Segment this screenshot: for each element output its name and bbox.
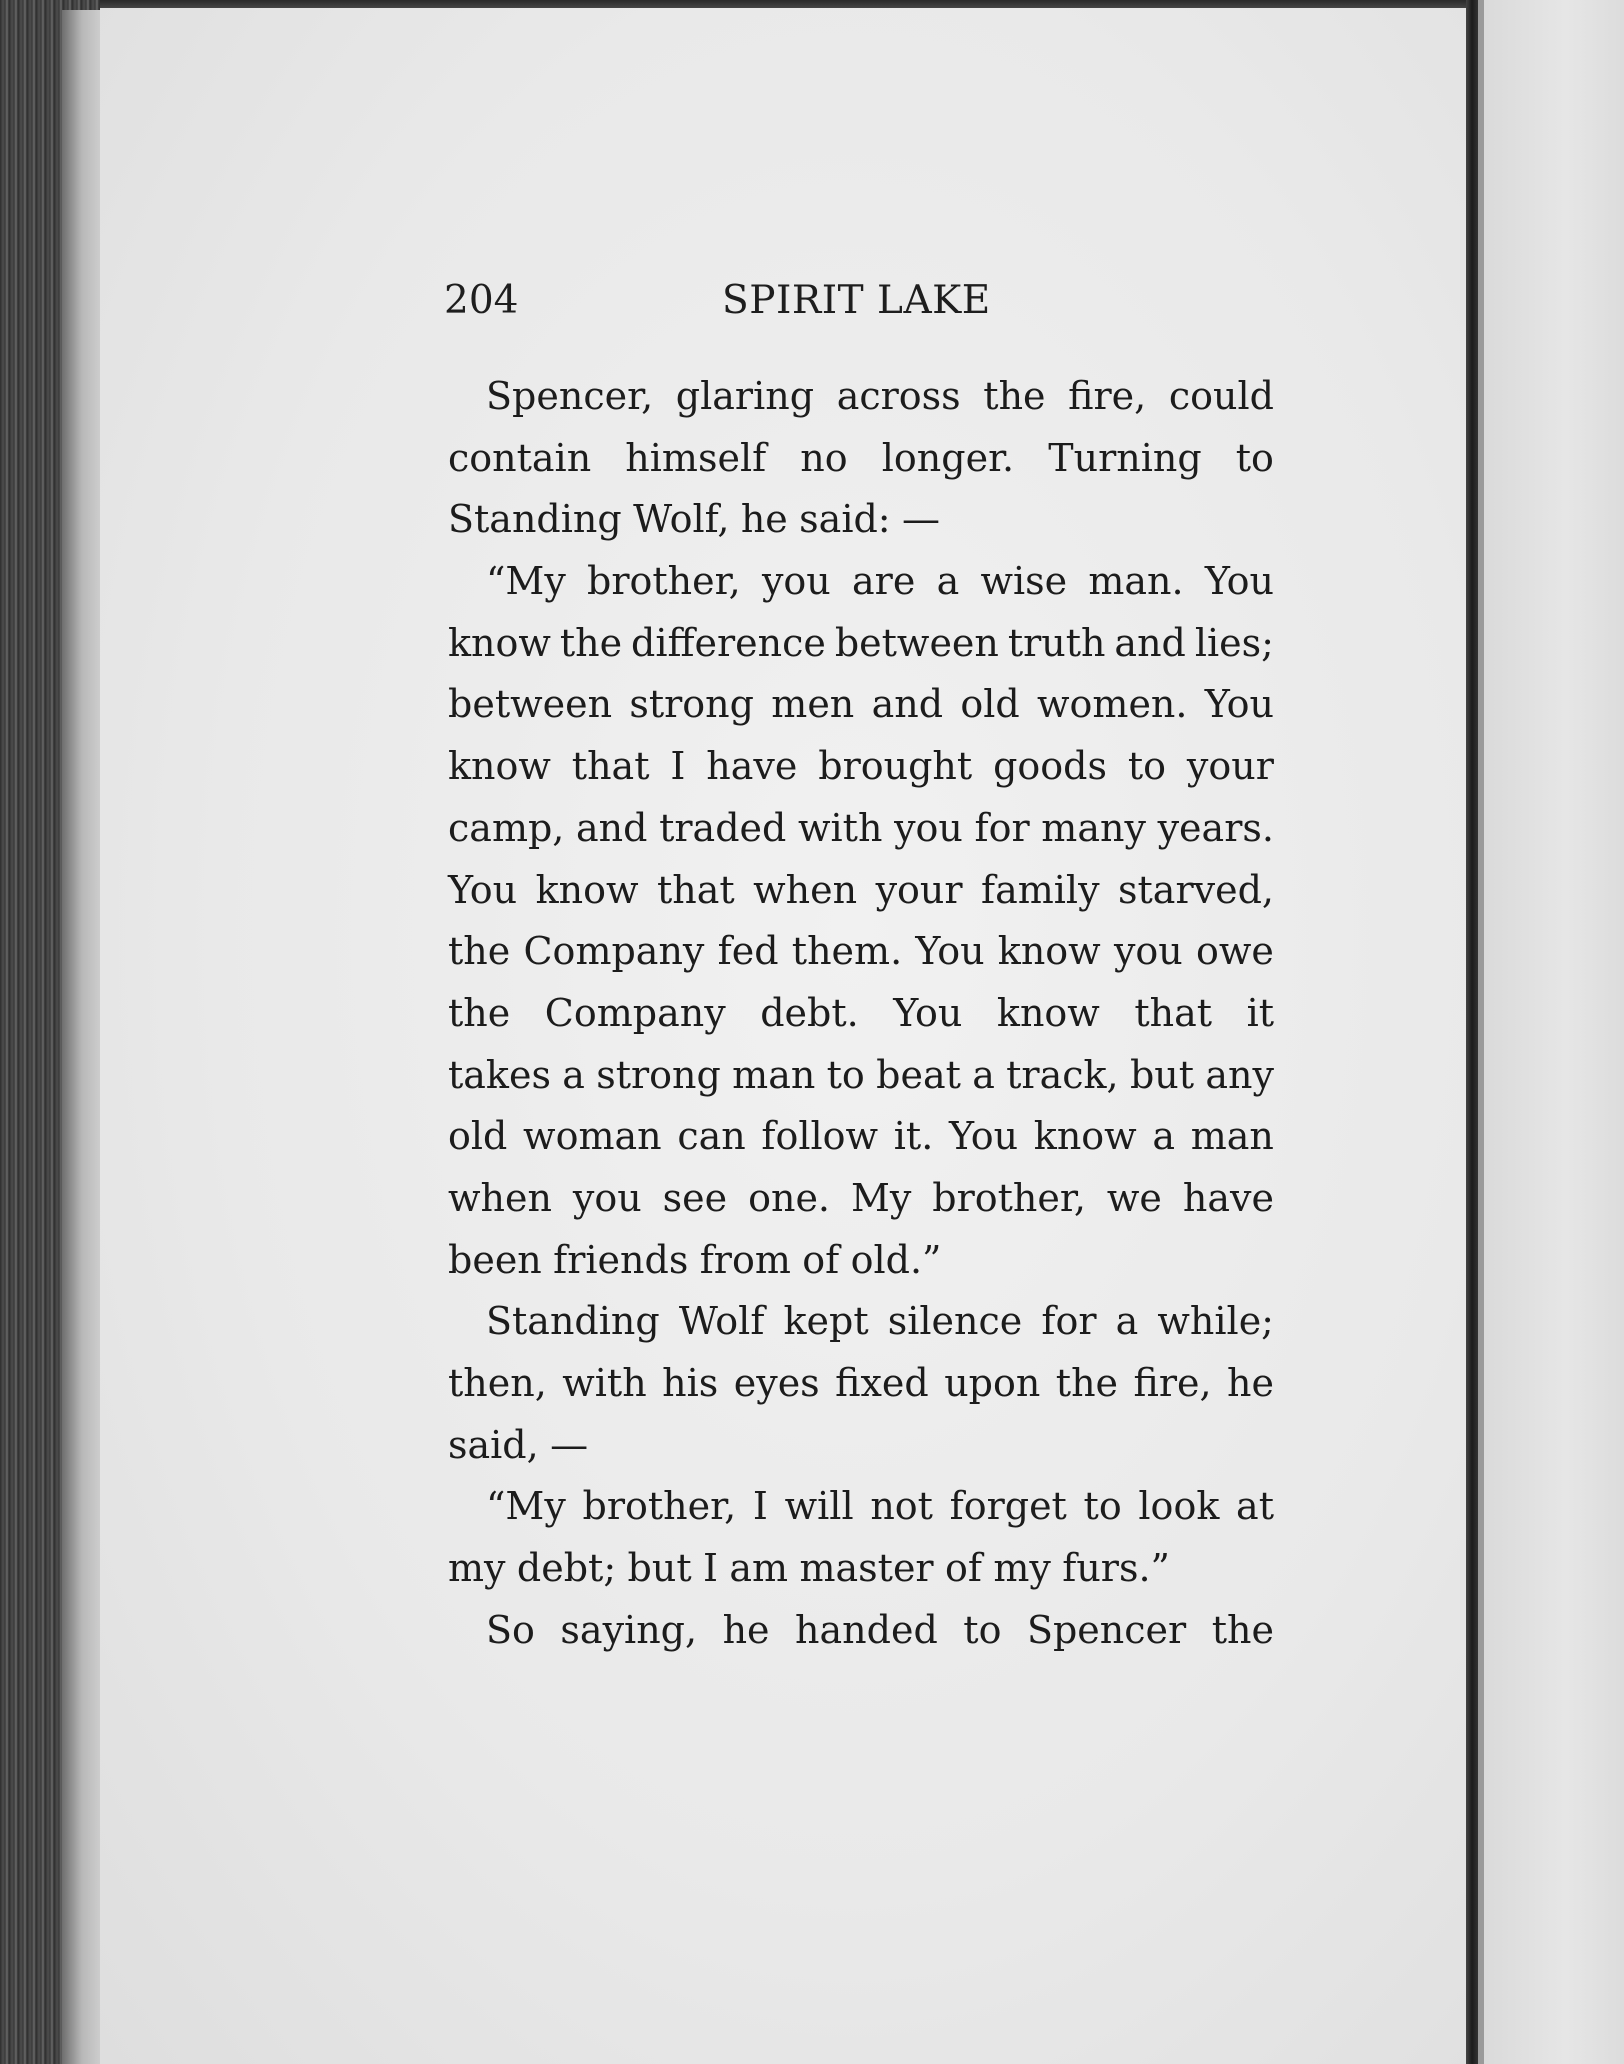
word: look	[1138, 1484, 1220, 1529]
word: when	[448, 1175, 552, 1220]
word: to	[963, 1607, 1002, 1652]
word: —	[902, 497, 940, 542]
word: brother,	[932, 1175, 1086, 1220]
word: Standing	[486, 1299, 660, 1344]
word: years.	[1157, 805, 1274, 850]
text-line	[448, 613, 1274, 675]
text-line	[448, 1230, 1274, 1292]
word: for	[1041, 1299, 1097, 1344]
text-line	[448, 798, 1274, 860]
word: fire,	[1133, 1361, 1212, 1405]
text-line	[448, 1291, 1274, 1353]
word: and	[576, 805, 648, 850]
word: “My	[486, 1484, 566, 1529]
word: have	[1182, 1175, 1274, 1220]
word: he	[1227, 1361, 1274, 1405]
word: he	[722, 1607, 770, 1652]
word: said:	[799, 497, 891, 542]
word: I	[752, 1484, 768, 1529]
word: know	[448, 620, 551, 665]
word: many	[1041, 805, 1146, 850]
word: kept	[783, 1299, 869, 1344]
word: forget	[949, 1484, 1067, 1529]
word: fed	[717, 929, 779, 974]
word: when	[753, 867, 858, 912]
word: he	[740, 497, 788, 542]
running-title: SPIRIT LAKE	[722, 278, 991, 323]
word: a	[562, 1052, 585, 1097]
page-edges-light	[62, 10, 102, 2064]
word: silence	[887, 1299, 1023, 1344]
text-line	[448, 983, 1274, 1045]
word: owe	[1196, 929, 1274, 974]
word: himself	[625, 435, 767, 480]
word: your	[1186, 744, 1274, 789]
word: your	[875, 867, 963, 912]
word: the	[559, 620, 623, 665]
word: old	[448, 1114, 508, 1159]
word: you	[761, 559, 831, 604]
word: Standing	[448, 497, 622, 542]
word: You	[1204, 682, 1274, 727]
word: said,	[448, 1422, 539, 1467]
word: a	[936, 559, 960, 604]
word: while;	[1157, 1299, 1274, 1344]
word: truth	[1007, 620, 1106, 665]
word: furs.”	[1062, 1546, 1170, 1591]
word: debt.	[760, 990, 859, 1035]
word: contain	[448, 435, 592, 480]
text-line	[448, 1415, 1274, 1477]
word: you	[894, 805, 963, 850]
running-head	[444, 278, 1264, 332]
word: we	[1106, 1175, 1162, 1220]
word: family	[981, 867, 1100, 912]
word: takes	[448, 1052, 551, 1097]
text-line	[448, 1168, 1274, 1230]
word: I	[702, 1546, 718, 1591]
text-line	[448, 736, 1274, 798]
word: beat	[876, 1052, 961, 1097]
word: no	[800, 435, 848, 480]
word: man.	[1088, 559, 1184, 604]
word: that	[656, 867, 735, 912]
word: upon	[944, 1361, 1041, 1405]
word: Spencer,	[486, 374, 654, 418]
word: you	[1113, 929, 1183, 974]
word: one.	[748, 1175, 831, 1220]
text-line	[448, 1353, 1274, 1415]
word: You	[1204, 559, 1274, 604]
adjacent-page-edge	[1478, 0, 1484, 2064]
word: with	[562, 1361, 647, 1405]
word: woman	[523, 1114, 662, 1159]
word: been	[448, 1237, 542, 1282]
word: women.	[1037, 682, 1188, 727]
word: strong	[596, 1052, 721, 1097]
word: to	[1235, 435, 1274, 480]
word: the	[1211, 1607, 1274, 1652]
word: them.	[791, 929, 903, 974]
word: and	[1114, 620, 1186, 665]
word: the	[448, 990, 511, 1035]
word: know	[535, 867, 639, 912]
word: a	[1115, 1299, 1139, 1344]
word: men	[771, 682, 855, 727]
word: then,	[448, 1361, 547, 1405]
text-line	[448, 921, 1274, 983]
text-line	[448, 674, 1274, 736]
word: it	[1246, 990, 1274, 1035]
word: the	[1055, 1361, 1119, 1405]
word: camp,	[448, 805, 565, 850]
word: wise	[980, 559, 1068, 604]
word: track,	[1006, 1052, 1119, 1097]
word: the	[983, 374, 1046, 418]
word: will	[784, 1484, 854, 1529]
word: brought	[818, 744, 973, 789]
text-line	[448, 366, 1274, 428]
word: You	[948, 1114, 1019, 1159]
word: of	[802, 1237, 840, 1282]
word: to	[826, 1052, 865, 1097]
word: old.”	[850, 1237, 942, 1282]
word: brother,	[582, 1484, 737, 1529]
text-line	[448, 551, 1274, 613]
text-line	[448, 860, 1274, 922]
word: Turning	[1048, 435, 1202, 480]
word: handed	[795, 1607, 938, 1652]
word: am	[729, 1546, 789, 1591]
word: with	[798, 805, 883, 850]
word: the	[448, 929, 511, 974]
word: between	[448, 682, 613, 727]
word: You	[893, 990, 963, 1035]
text-line	[448, 428, 1274, 490]
adjacent-page	[1478, 0, 1624, 2064]
word: goods	[993, 744, 1107, 789]
word: So	[486, 1607, 535, 1652]
word: old	[960, 682, 1020, 727]
word: see	[662, 1175, 728, 1220]
text-line	[448, 1600, 1274, 1662]
word: fire,	[1068, 374, 1147, 418]
word: debt;	[516, 1546, 617, 1591]
word: any	[1205, 1052, 1274, 1097]
word: and	[871, 682, 944, 727]
word: know	[997, 929, 1101, 974]
word: know	[448, 744, 551, 789]
text-line	[448, 1476, 1274, 1538]
text-line	[448, 489, 1274, 551]
word: you	[572, 1175, 642, 1220]
word: but	[627, 1546, 692, 1591]
word: it.	[893, 1114, 934, 1159]
word: at	[1236, 1484, 1274, 1529]
word: You	[448, 867, 518, 912]
word: —	[550, 1422, 589, 1467]
word: lies;	[1194, 620, 1274, 665]
word: from	[699, 1237, 791, 1282]
word: that	[1134, 990, 1213, 1035]
word: a	[972, 1052, 995, 1097]
word: Wolf,	[633, 497, 730, 542]
word: for	[974, 805, 1030, 850]
word: to	[1127, 744, 1167, 789]
word: starved,	[1118, 867, 1274, 912]
word: Company	[523, 929, 705, 974]
word: traded	[659, 805, 787, 850]
word: but	[1129, 1052, 1195, 1097]
word: man	[732, 1052, 816, 1097]
word: between	[834, 620, 999, 665]
text-line	[448, 1538, 1274, 1600]
word: a	[1152, 1114, 1176, 1159]
word: My	[850, 1175, 912, 1220]
word: man	[1190, 1114, 1274, 1159]
word: Wolf	[678, 1299, 765, 1344]
page-number: 204	[444, 278, 519, 323]
word: of	[945, 1546, 982, 1591]
word: Spencer	[1026, 1607, 1187, 1652]
word: fixed	[835, 1361, 929, 1405]
word: eyes	[733, 1361, 820, 1405]
word: could	[1168, 374, 1274, 418]
word: glaring	[675, 374, 815, 418]
word: I	[670, 744, 686, 789]
word: master	[799, 1546, 934, 1591]
word: can	[677, 1114, 746, 1159]
word: “My	[486, 559, 566, 604]
word: You	[915, 929, 985, 974]
word: my	[993, 1546, 1051, 1591]
word: Company	[544, 990, 726, 1035]
page-fold	[1466, 0, 1478, 2064]
text-line	[448, 1106, 1274, 1168]
word: saying,	[560, 1607, 698, 1652]
word: to	[1083, 1484, 1122, 1529]
word: have	[706, 744, 798, 789]
text-line	[448, 1045, 1274, 1107]
word: his	[662, 1361, 719, 1405]
word: are	[852, 559, 916, 604]
word: longer.	[881, 435, 1015, 480]
word: that	[571, 744, 650, 789]
word: follow	[761, 1114, 879, 1159]
word: difference	[631, 620, 826, 665]
word: know	[996, 990, 1100, 1035]
word: friends	[553, 1237, 689, 1282]
word: across	[836, 374, 961, 418]
word: strong	[629, 682, 754, 727]
body-text	[448, 366, 1274, 1661]
word: not	[870, 1484, 933, 1529]
word: my	[448, 1546, 506, 1591]
word: brother,	[587, 559, 741, 604]
word: know	[1033, 1114, 1137, 1159]
